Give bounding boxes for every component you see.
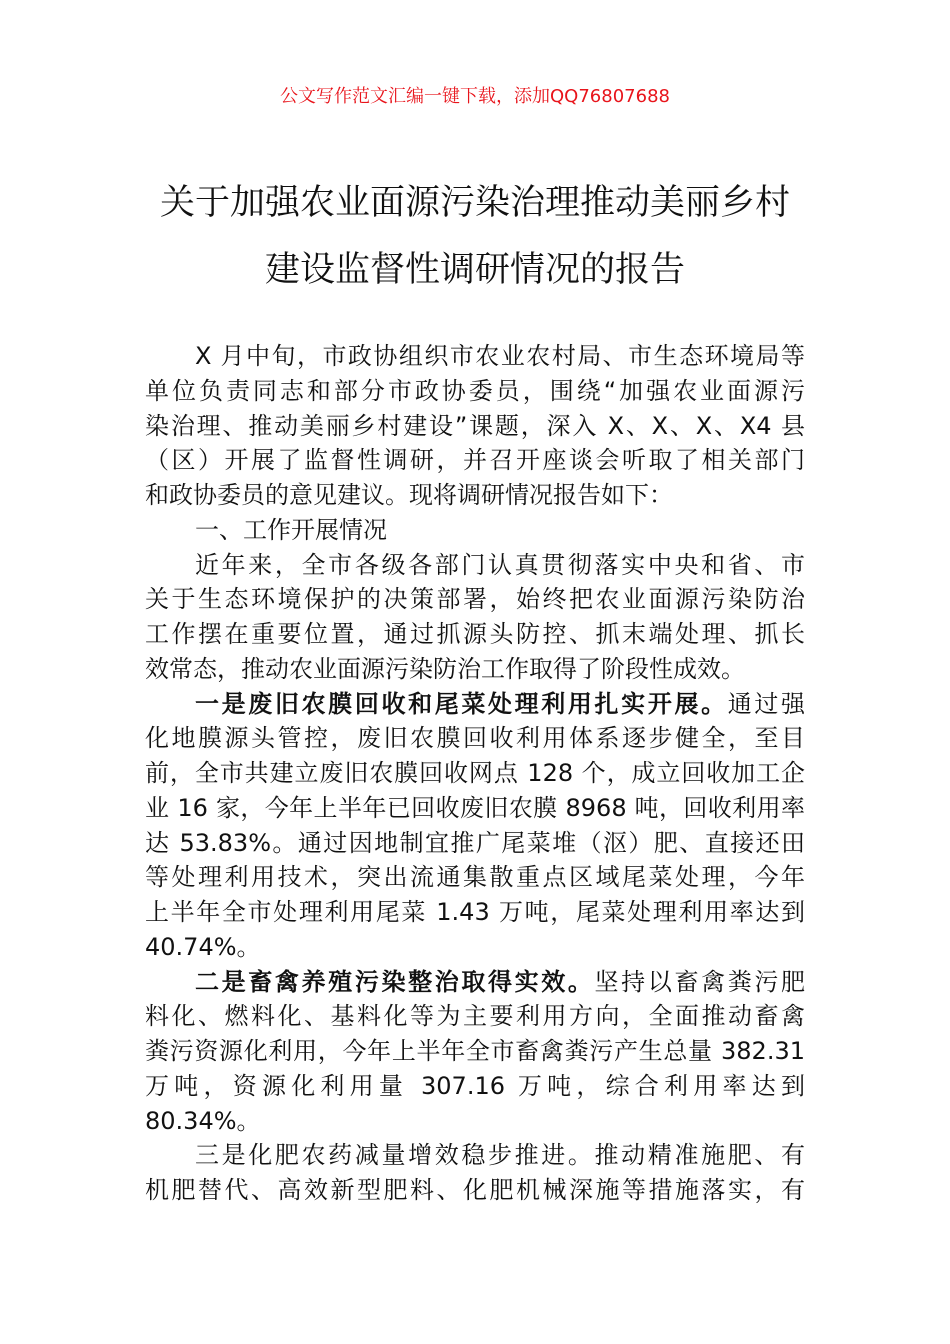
body-line: 业 16 家，今年上半年已回收废旧农膜 8968 吨，回收利用率	[145, 793, 805, 822]
bold-lead: 一是废旧农膜回收和尾菜处理利用扎实开展。	[195, 689, 728, 718]
document-body	[145, 339, 805, 1208]
body-line: 粪污资源化利用，今年上半年全市畜禽粪污产生总量 382.31	[145, 1037, 805, 1065]
section-heading: 一、工作开展情况	[195, 515, 387, 544]
body-line: X 月中旬，市政协组织市农业农村局、市生态环境局等	[195, 342, 805, 370]
document-title-line-1: 关于加强农业面源污染治理推动美丽乡村	[159, 183, 790, 223]
bold-lead: 二是畜禽养殖污染整治取得实效。	[195, 967, 595, 996]
body-line: （区）开展了监督性调研，并召开座谈会听取了相关部门	[145, 446, 805, 475]
body-line	[145, 687, 805, 722]
body-text: 坚持以畜禽粪污肥	[594, 967, 805, 996]
body-line: 上半年全市处理利用尾菜 1.43 万吨，尾菜处理利用率达到	[145, 898, 805, 926]
body-line: 等处理利用技术，突出流通集散重点区域尾菜处理，今年	[145, 863, 805, 892]
body-line	[145, 965, 805, 1000]
body-line: 机肥替代、高效新型肥料、化肥机械深施等措施落实，有	[145, 1176, 805, 1204]
document-title-line-2: 建设监督性调研情况的报告	[264, 250, 685, 290]
body-line: 万吨，资源化利用量 307.16 万吨，综合利用率达到	[145, 1071, 805, 1100]
body-line: 三是化肥农药减量增效稳步推进。推动精准施肥、有	[195, 1141, 805, 1170]
body-line: 染治理、推动美丽乡村建设”课题，深入 X、X、X、X4 县	[145, 411, 805, 440]
body-line: 80.34%。	[145, 1106, 261, 1135]
body-line: 效常态，推动农业面源污染防治工作取得了阶段性成效。	[145, 654, 745, 683]
watermark-text: 公文写作范文汇编一键下载，添加QQ76807688	[280, 86, 670, 107]
body-line: 前，全市共建立废旧农膜回收网点 128 个，成立回收加工企	[145, 759, 805, 787]
body-line: 化地膜源头管控，废旧农膜回收利用体系逐步健全，至目	[145, 724, 805, 753]
body-line: 工作摆在重要位置，通过抓源头防控、抓末端处理、抓长	[145, 620, 805, 648]
body-line: 关于生态环境保护的决策部署，始终把农业面源污染防治	[145, 585, 805, 614]
body-line: 单位负责同志和部分市政协委员，围绕“加强农业面源污	[145, 376, 805, 405]
body-line: 料化、燃料化、基料化等为主要利用方向，全面推动畜禽	[145, 1002, 805, 1031]
body-text: 通过强	[727, 689, 805, 718]
body-line: 近年来，全市各级各部门认真贯彻落实中央和省、市	[195, 550, 805, 579]
body-line: 达 53.83%。通过因地制宜推广尾菜堆（沤）肥、直接还田	[145, 828, 805, 857]
body-line: 40.74%。	[145, 932, 261, 961]
body-line: 和政协委员的意见建议。现将调研情况报告如下：	[145, 481, 673, 509]
